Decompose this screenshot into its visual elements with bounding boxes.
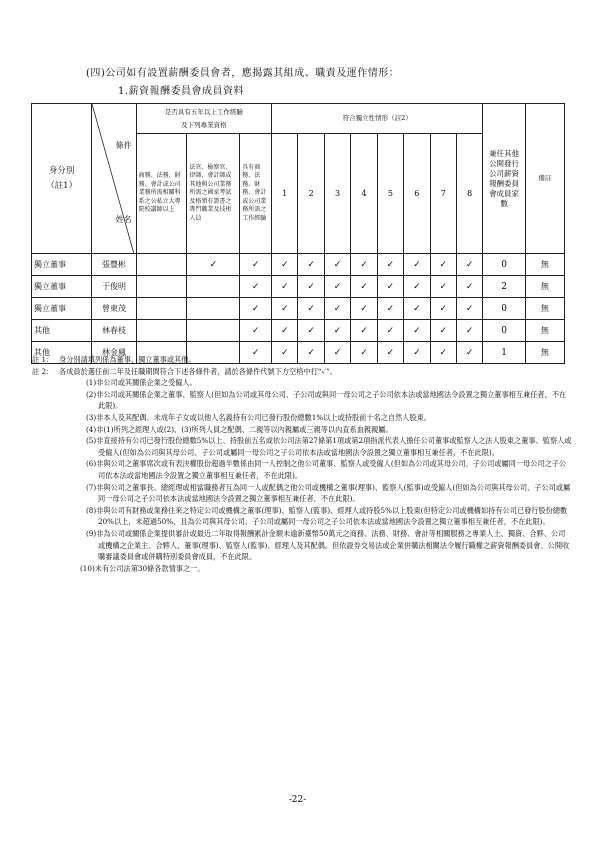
qualification-mark	[136, 320, 187, 342]
concurrent-count-header: 兼任其他公開發行公司薪資報酬委員會成員家數	[483, 104, 525, 254]
independence-number-5: 5	[377, 134, 403, 254]
independence-mark: ✓	[272, 276, 298, 298]
committee-members-table	[31, 103, 565, 364]
criteria-label: 條件	[115, 141, 132, 150]
qualification-mark: ✓	[240, 320, 272, 342]
identity-header-label: 身分別	[48, 165, 75, 176]
independence-mark: ✓	[456, 276, 482, 298]
identity-header-note: （註1）	[46, 180, 78, 191]
independence-mark: ✓	[324, 320, 350, 342]
independence-number-2: 2	[298, 134, 324, 254]
independence-mark: ✓	[324, 342, 350, 364]
footnote-2-text: 各成員於選任前二年及任職期間符合下述各條件者，請於各條件代號下方空格中打“✓”。	[59, 366, 337, 376]
independence-mark: ✓	[377, 254, 403, 276]
member-role: 其他	[32, 320, 92, 342]
criteria-name-diagonal-header	[92, 104, 136, 254]
qualification-header-3: 具有商務、法務、財務、會計或公司業務所需之工作經驗	[240, 134, 272, 254]
remark: 無	[525, 276, 564, 298]
subsection-heading: 1.薪資報酬委員會成員資料	[118, 86, 245, 97]
remark: 無	[525, 342, 564, 364]
member-role: 獨立董事	[32, 298, 92, 320]
remark: 無	[525, 320, 564, 342]
qualification-mark	[136, 254, 187, 276]
independence-mark: ✓	[298, 276, 324, 298]
criteria-item-4: (4)非(1)所列之經理人或(2)、(3)所列人員之配偶、二親等以內親屬或三親等以內直系血親親屬。	[86, 424, 393, 434]
table-row	[32, 276, 565, 298]
independence-mark: ✓	[272, 342, 298, 364]
criteria-item-6: (6)非與公司之董事席次或有表決權股份超過半數係由同一人控制之他公司董事、監察人或受僱人(但如為公司或其母公司、子公司或屬同一母公司之子公司依本法或當地國法令設置之獨立董事相互兼任者，不在此限)。	[86, 459, 567, 480]
criteria-item-9: (9)非為公司或關係企業提供審計或最近二年取得報酬累計金額未逾新臺幣50萬元之商務、法務、財務、會計等相關服務之專業人士、獨資、合夥、公司或機構之企業主、合夥人、董事(理事)、監察人(監事)、經理人及其配偶。但依證券交易法或企業併購法相關法令履行職權之薪資報酬委員會、公開收購審議委員會或併購特別委員會成員，不在此限。	[86, 528, 570, 562]
independence-mark: ✓	[298, 320, 324, 342]
independence-number-8: 8	[456, 134, 482, 254]
qualification-mark	[187, 276, 240, 298]
qualification-header-2: 法官、檢察官、律師、會計師或其他與公司業務所需之國家考試及格領有證書之專門職業及技術人員	[187, 134, 240, 254]
concurrent-count: 0	[483, 320, 525, 342]
concurrent-count: 2	[483, 276, 525, 298]
independence-mark: ✓	[404, 342, 430, 364]
independence-mark: ✓	[456, 342, 482, 364]
member-name: 于俊明	[92, 276, 136, 298]
remark: 無	[525, 254, 564, 276]
criteria-item-2: (2)非公司或其關係企業之董事、監察人(但如為公司或其母公司、子公司或與同一母公司之子公司依本法或當地國法令設置之獨立董事相互兼任者，不在此限)。	[86, 389, 567, 411]
independence-number-1: 1	[272, 134, 298, 254]
qualification-mark: ✓	[240, 342, 272, 364]
independence-mark: ✓	[404, 276, 430, 298]
member-name: 林春枝	[92, 320, 136, 342]
independence-mark: ✓	[430, 276, 456, 298]
independence-mark: ✓	[430, 320, 456, 342]
independence-mark: ✓	[351, 342, 377, 364]
independence-mark: ✓	[351, 276, 377, 298]
remarks-header: 備註	[525, 104, 564, 254]
footnote-2	[32, 366, 572, 378]
table-row	[32, 298, 565, 320]
footnote-2-label: 註 2：	[32, 366, 54, 376]
footnote-1-text: 身分別請填列係為董事、獨立董事或其他。	[59, 355, 196, 364]
independence-mark: ✓	[324, 298, 350, 320]
independence-mark: ✓	[404, 298, 430, 320]
independence-mark: ✓	[272, 320, 298, 342]
independence-mark: ✓	[351, 254, 377, 276]
independence-mark: ✓	[404, 320, 430, 342]
table-row	[32, 320, 565, 342]
criteria-item-8: (8)非與公司有財務或業務往來之特定公司或機構之董事(理事)、監察人(監事)、經理人或持股5%以上股東(但特定公司或機構如持有公司已發行股份總數20%以上，未超過50%，且為公司與其母公司、子公司或屬同一母公司之子公司依本法或當地國法令設置之獨立董事相互兼任者，不在此限)。	[86, 505, 568, 527]
criteria-item-3: (3)非本人及其配偶、未成年子女或以他人名義持有公司已發行股份總數1%以上或持股前十名之自然人股東。	[86, 412, 432, 422]
footnote-1-label: 註 1：	[32, 355, 54, 364]
name-label: 姓名	[115, 215, 132, 224]
independence-mark: ✓	[377, 342, 403, 364]
independence-mark: ✓	[430, 342, 456, 364]
experience-header-sub: 及下列專業資格	[181, 120, 227, 129]
independence-mark: ✓	[351, 298, 377, 320]
member-name: 曾東茂	[92, 298, 136, 320]
independence-mark: ✓	[377, 298, 403, 320]
member-name: 林金鳳	[92, 342, 136, 364]
criteria-item-1: (1)非公司或其關係企業之受僱人。	[86, 378, 197, 388]
qualification-mark	[187, 320, 240, 342]
independence-number-4: 4	[351, 134, 377, 254]
qualification-mark	[187, 298, 240, 320]
independence-mark: ✓	[324, 254, 350, 276]
qualification-mark: ✓	[240, 276, 272, 298]
experience-header-title: 是否具有五年以上工作經驗	[164, 107, 243, 116]
independence-mark: ✓	[456, 254, 482, 276]
identity-header	[32, 104, 92, 254]
member-role: 其他	[32, 342, 92, 364]
experience-header	[136, 104, 271, 134]
criteria-item-5: (5)非直接持有公司已發行股份總數5%以上、持股前五名或依公司法第27條第1項或第2項指派代表人擔任公司董事或監察人之法人股東之董事、監察人或受僱人(但如為公司與其母公司、子公司或屬同一母公司之子公司依本法或當地國法令設置之獨立董事相互兼任者，不在此限)。	[86, 436, 572, 457]
qualification-mark: ✓	[240, 298, 272, 320]
qualification-mark: ✓	[187, 254, 240, 276]
member-role: 獨立董事	[32, 276, 92, 298]
independence-mark: ✓	[351, 320, 377, 342]
page-number: -22-	[288, 795, 307, 805]
table-row	[32, 254, 565, 276]
concurrent-count: 1	[483, 342, 525, 364]
independence-mark: ✓	[272, 298, 298, 320]
independence-number-7: 7	[430, 134, 456, 254]
independence-mark: ✓	[324, 276, 350, 298]
footnotes	[32, 354, 572, 574]
qualification-mark: ✓	[240, 254, 272, 276]
footnote-1	[32, 354, 572, 366]
independence-mark: ✓	[456, 320, 482, 342]
qualification-mark	[136, 298, 187, 320]
diagonal-line-icon	[92, 104, 134, 254]
independence-mark: ✓	[298, 254, 324, 276]
qualification-header-1: 商務、法務、財務、會計或公司業務所需相關科系之公私立大專院校講師以上	[136, 134, 187, 254]
independence-mark: ✓	[377, 320, 403, 342]
concurrent-count: 0	[483, 298, 525, 320]
independence-number-6: 6	[404, 134, 430, 254]
independence-mark: ✓	[298, 298, 324, 320]
independence-mark: ✓	[404, 254, 430, 276]
criteria-item-7: (7)非與公司之董事長、總經理或相當職務者互為同一人或配偶之他公司或機構之董事(理事)、監察人(監事)或受僱人(但如為公司與其母公司、子公司或屬同一母公司之子公司依本法或當地國法令設置之獨立董事相互兼任者，不在此限)。	[86, 482, 571, 504]
independence-mark: ✓	[272, 254, 298, 276]
independence-header: 符合獨立性情形（註2）	[272, 104, 483, 134]
section-heading: (四)公司如有設置薪酬委員會者，應揭露其組成、職責及運作情形：	[86, 68, 400, 79]
independence-mark: ✓	[456, 298, 482, 320]
concurrent-count: 0	[483, 254, 525, 276]
independence-number-3: 3	[324, 134, 350, 254]
independence-mark: ✓	[298, 342, 324, 364]
independence-mark: ✓	[377, 276, 403, 298]
independence-mark: ✓	[430, 298, 456, 320]
remark: 無	[525, 298, 564, 320]
criteria-item-10: (10)未有公司法第30條各款情事之一。	[80, 563, 205, 573]
member-name: 張豐彬	[92, 254, 136, 276]
member-role: 獨立董事	[32, 254, 92, 276]
independence-mark: ✓	[430, 254, 456, 276]
qualification-mark	[136, 276, 187, 298]
